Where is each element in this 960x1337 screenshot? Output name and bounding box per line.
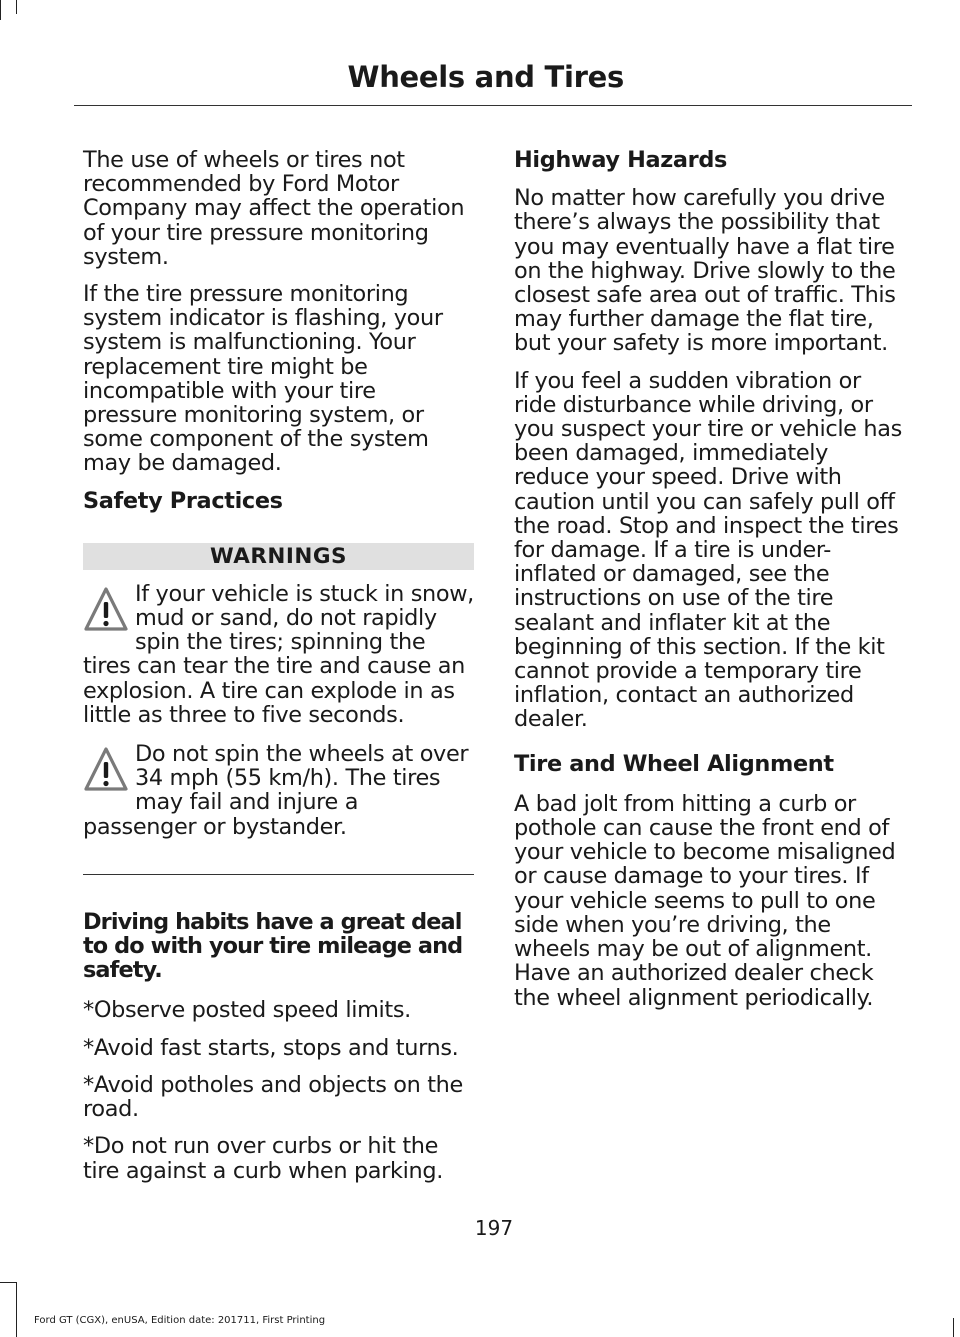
warning-block [83,582,474,727]
left-column [83,148,474,1196]
bullet-item: *Avoid fast starts, stops and turns. [83,1034,459,1061]
section-heading-safety-practices: Safety Practices [83,487,283,514]
crop-mark [16,1282,17,1337]
section-heading-tire-wheel-alignment: Tire and Wheel Alignment [514,750,834,777]
warnings-banner: WARNINGS [83,543,474,570]
bullet-item: *Avoid potholes and objects on the road. [83,1071,463,1123]
page-number: 197 [474,1216,514,1240]
footer-edition-info: Ford GT (CGX), enUSA, Edition date: 201711, First Printing [34,1315,326,1326]
header-divider [74,105,912,106]
crop-mark [0,0,1,20]
paragraph: If the tire pressure monitoring system indicator is flashing, your system is malfunctioning. Your replacement tire might be incompatible with your tire pressure monitoring system, or some component of the system may be damaged. [83,281,443,477]
warning-block [83,742,474,839]
crop-mark [953,1318,954,1337]
bullet-item: *Do not run over curbs or hit the tire against a curb when parking. [83,1133,443,1184]
warning-text: If your vehicle is stuck in snow, mud or sand, do not rapidly spin the tires; spinning the tires can tear the tire and cause an explosion. A tire can explode in as little as three to five seconds. [83,580,474,728]
right-column [514,148,909,1023]
section-heading-highway-hazards: Highway Hazards [514,147,728,173]
warning-triangle-icon [83,745,129,793]
paragraph: The use of wheels or tires not recommended by Ford Motor Company may affect the operation of your tire pressure monitoring system. [83,147,465,270]
paragraph: If you feel a sudden vibration or ride disturbance while driving, or you suspect your tire or vehicle has been damaged, immediately reduce your speed. Drive with caution until you can safely pull off the road. Stop and inspect the tires for damage. If a tire is under-inflated or damaged, see the instructions on use of the tire sealant and inflater kit at the beginning of this section. If the kit cannot provide a temporary tire inflation, contact an authorized dealer. [514,367,902,733]
bullet-item: *Observe posted speed limits. [83,997,411,1024]
paragraph: No matter how carefully you drive there’s always the possibility that you may eventually have a flat tire on the highway. Drive slowly to the closest safe area out of traffic. This may further damage the flat tire, but your safety is more important. [514,185,896,357]
warnings-end-divider [83,874,474,875]
crop-mark [16,0,17,14]
warning-text: Do not spin the wheels at over 34 mph (55 km/h). The tires may fail and injure a passenger or bystander. [83,741,469,840]
warning-triangle-icon [83,585,129,633]
crop-mark [0,1282,16,1283]
page-header-title: Wheels and Tires [347,60,624,94]
paragraph: A bad jolt from hitting a curb or pothole can cause the front end of your vehicle to become misaligned or cause damage to your tires. If your vehicle seems to pull to one side when you’re driving, the wheels may be out of alignment. Have an authorized dealer check the wheel alignment periodically. [514,790,896,1011]
section-heading-driving-habits: Driving habits have a great deal to do with your tire mileage and safety. [83,908,463,984]
